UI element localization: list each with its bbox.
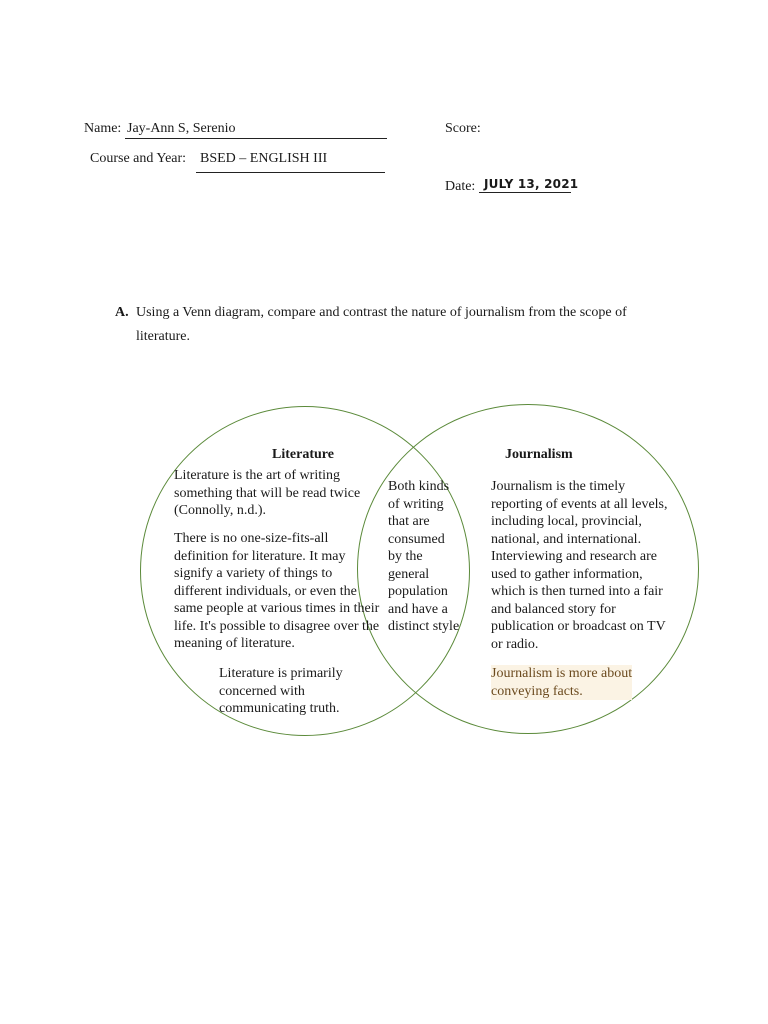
literature-title: Literature xyxy=(272,447,334,462)
date-value: JULY 13, 2021 xyxy=(484,177,579,191)
name-underline xyxy=(125,138,387,139)
course-underline xyxy=(196,172,385,173)
journalism-focus-highlighted: Journalism is more about conveying facts. xyxy=(491,666,633,699)
journalism-definition: Journalism is the timely reporting of events at all levels, including local, provincial, national, and international. Interviewing and research are used to gather information, which is then turned into a fair and balanced story for publication or broadcast on TV or radio. xyxy=(491,479,668,652)
course-value: BSED – ENGLISH III xyxy=(200,151,328,166)
instruction-line-1: Using a Venn diagram, compare and contrast the nature of journalism from the scope of xyxy=(136,305,627,320)
score-label: Score: xyxy=(445,121,481,136)
date-label: Date: xyxy=(445,179,476,194)
instruction-line-2: literature. xyxy=(136,329,191,344)
literature-focus: Literature is primarily concerned with communicating truth. xyxy=(219,666,343,716)
name-label: Name: xyxy=(84,121,122,136)
name-value: Jay-Ann S, Serenio xyxy=(127,121,236,136)
literature-description: There is no one-size-fits-all definition for literature. It may signify a variety of things to different individuals, or even the same people at various times in their life. It's possible to disagree over the meaning of literature. xyxy=(174,531,380,651)
instruction-marker: A. xyxy=(115,305,129,320)
venn-overlap-text: Both kinds of writing that are consumed by the general population and have a distinct style xyxy=(388,479,460,634)
date-underline xyxy=(479,192,571,193)
journalism-title: Journalism xyxy=(505,447,573,462)
course-label: Course and Year: xyxy=(90,151,187,166)
literature-definition: Literature is the art of writing something that will be read twice (Connolly, n.d.). xyxy=(174,468,361,518)
